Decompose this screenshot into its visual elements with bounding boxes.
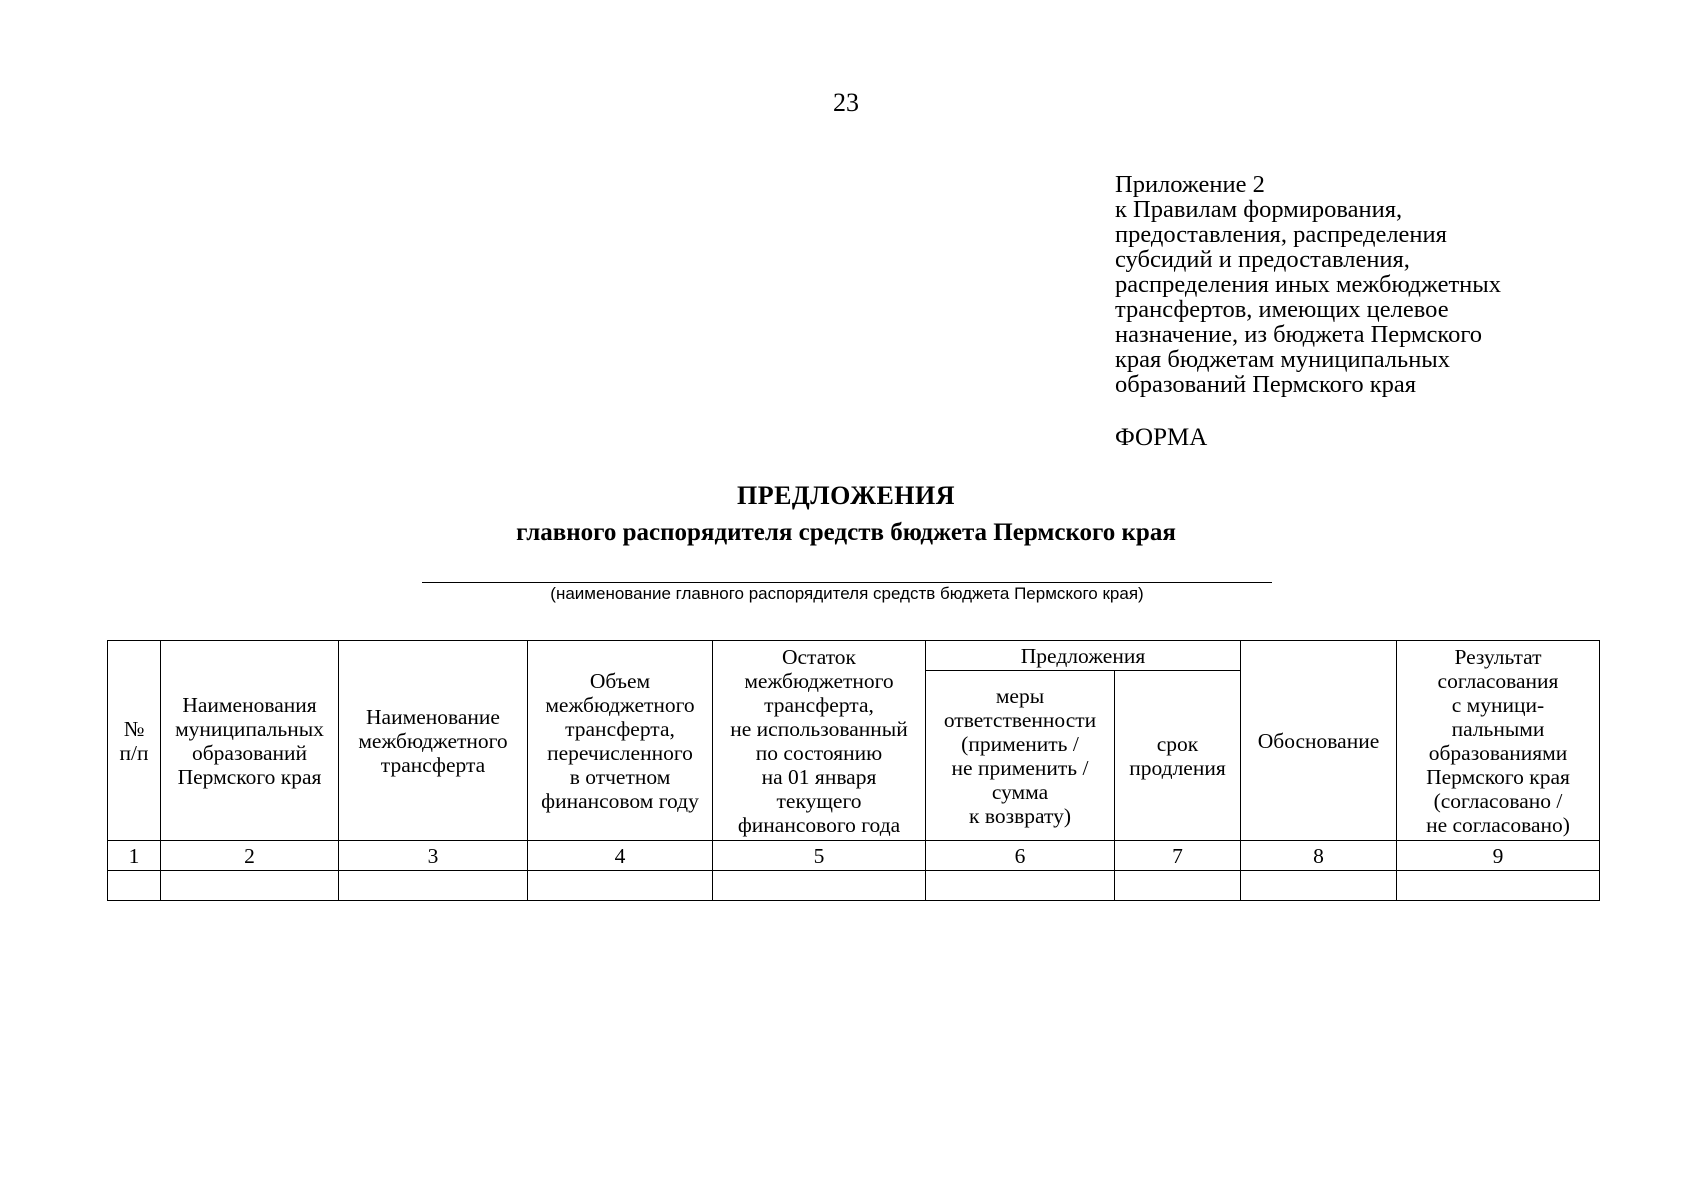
column-number-cell: 7 bbox=[1115, 841, 1241, 871]
table-cell bbox=[161, 871, 339, 901]
table-cell bbox=[926, 871, 1115, 901]
form-label: ФОРМА bbox=[1115, 424, 1208, 451]
header-cell-transfer-balance: Остаток межбюджетного трансферта, не использованный по состоянию на 01 января текущего финансового года bbox=[713, 641, 926, 841]
column-number-cell: 2 bbox=[161, 841, 339, 871]
appendix-line: субсидий и предоставления, bbox=[1115, 246, 1410, 273]
header-cell-extension-period: срок продления bbox=[1115, 671, 1241, 841]
table-cell bbox=[339, 871, 528, 901]
document-subtitle: главного распорядителя средств бюджета Пермского края bbox=[516, 519, 1176, 546]
table-header-row bbox=[108, 641, 1600, 671]
header-cell-transfer-volume: Объем межбюджетного трансферта, перечисленного в отчетном финансовом году bbox=[528, 641, 713, 841]
column-number-row bbox=[108, 841, 1600, 871]
column-number-cell: 3 bbox=[339, 841, 528, 871]
appendix-line: предоставления, распределения bbox=[1115, 221, 1447, 248]
document-title: ПРЕДЛОЖЕНИЯ bbox=[736, 481, 956, 510]
table-cell bbox=[108, 871, 161, 901]
appendix-line: распределения иных межбюджетных bbox=[1115, 271, 1502, 298]
table-cell bbox=[1115, 871, 1241, 901]
header-cell-transfer-name: Наименование межбюджетного трансферта bbox=[339, 641, 528, 841]
column-number-cell: 6 bbox=[926, 841, 1115, 871]
table-row bbox=[108, 871, 1600, 901]
proposals-table bbox=[107, 640, 1600, 901]
column-number-cell: 8 bbox=[1241, 841, 1397, 871]
appendix-line: трансфертов, имеющих целевое bbox=[1115, 296, 1449, 323]
appendix-reference bbox=[1115, 172, 1585, 397]
column-number-cell: 4 bbox=[528, 841, 713, 871]
appendix-line: назначение, из бюджета Пермского bbox=[1115, 321, 1483, 348]
column-number-cell: 5 bbox=[713, 841, 926, 871]
header-cell-justification: Обоснование bbox=[1241, 641, 1397, 841]
name-fill-caption: (наименование главного распорядителя средств бюджета Пермского края) bbox=[550, 584, 1144, 603]
header-cell-liability-measures: меры ответственности (применить / не применить / сумма к возврату) bbox=[926, 671, 1115, 841]
name-fill-line bbox=[422, 582, 1272, 583]
table-cell bbox=[1241, 871, 1397, 901]
appendix-line: образований Пермского края bbox=[1115, 371, 1417, 398]
header-cell-municipalities: Наименования муниципальных образований Пермского края bbox=[161, 641, 339, 841]
appendix-line: края бюджетам муниципальных bbox=[1115, 346, 1451, 373]
table-cell bbox=[528, 871, 713, 901]
table-cell bbox=[713, 871, 926, 901]
column-number-cell: 9 bbox=[1397, 841, 1600, 871]
page-number: 23 bbox=[833, 88, 859, 117]
table-cell bbox=[1397, 871, 1600, 901]
column-number-cell: 1 bbox=[108, 841, 161, 871]
header-cell-agreement-result: Результат согласования с муници- пальными образованиями Пермского края (согласовано / не согласовано) bbox=[1397, 641, 1600, 841]
header-cell-number: № п/п bbox=[108, 641, 161, 841]
appendix-line: к Правилам формирования, bbox=[1115, 196, 1403, 223]
header-cell-proposals-group: Предложения bbox=[926, 641, 1241, 671]
appendix-line: Приложение 2 bbox=[1115, 171, 1265, 198]
